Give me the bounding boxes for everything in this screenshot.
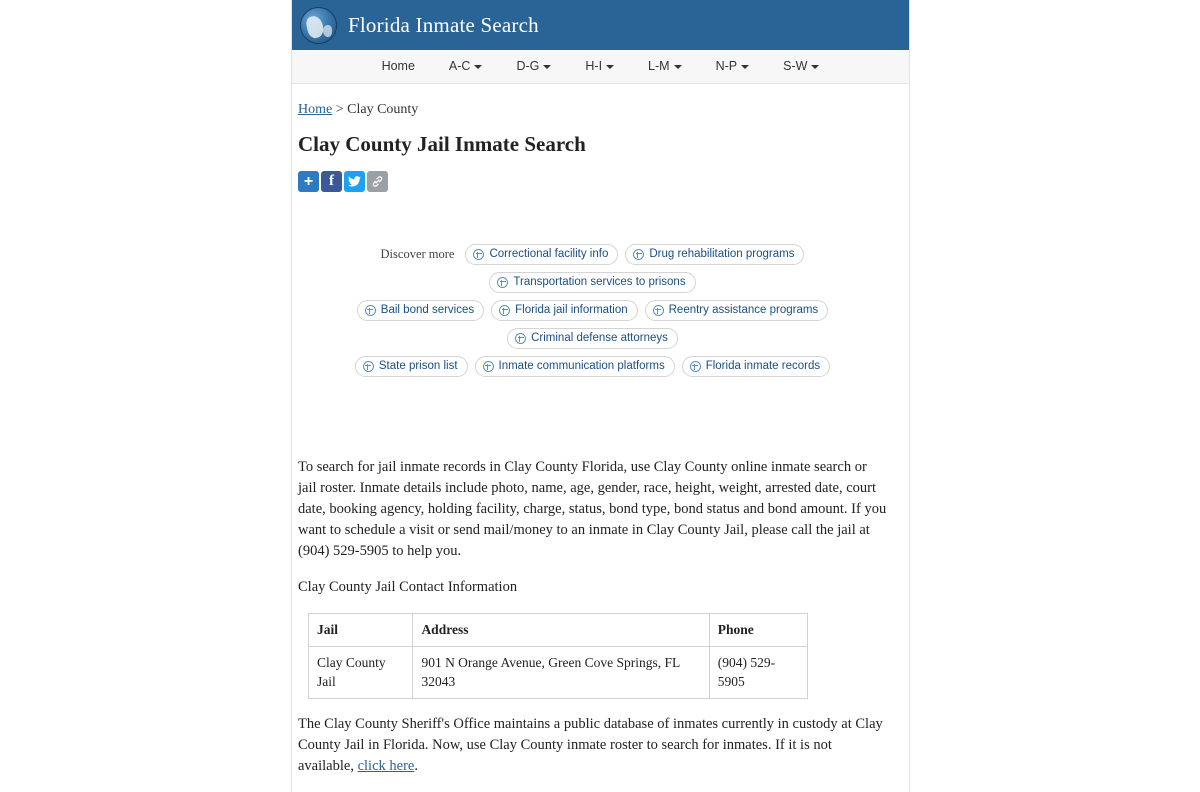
chip-label: Florida jail information [515, 304, 628, 316]
plus-circle-icon [653, 305, 664, 316]
plus-icon: + [303, 172, 314, 190]
facebook-icon: f [329, 173, 334, 189]
discover-chip-reentry-assistance-programs[interactable] [645, 300, 829, 321]
chip-label: Inmate communication platforms [498, 360, 665, 372]
roster-paragraph-text-2: . [414, 757, 418, 774]
breadcrumb-current: Clay County [347, 102, 419, 117]
chip-label: Drug rehabilitation programs [649, 248, 795, 260]
table-row [309, 646, 808, 698]
discover-chip-criminal-defense-attorneys[interactable] [507, 328, 678, 349]
column-header-phone: Phone [709, 614, 807, 647]
breadcrumb-separator: > [332, 102, 348, 117]
plus-circle-icon [365, 305, 376, 316]
chevron-down-icon [811, 65, 819, 69]
column-header-jail: Jail [309, 614, 413, 647]
nav-item-h-i[interactable] [568, 50, 631, 83]
site-title: Florida Inmate Search [348, 12, 539, 37]
discover-row-3 [298, 356, 887, 377]
chip-label: Reentry assistance programs [668, 304, 819, 316]
page-title: Clay County Jail Inmate Search [298, 132, 586, 156]
chevron-down-icon [474, 65, 482, 69]
share-more-button[interactable] [298, 171, 319, 192]
nav-item-label: L-M [648, 59, 670, 73]
article-body [298, 457, 887, 777]
nav-item-s-w[interactable] [766, 50, 836, 83]
plus-circle-icon [499, 305, 510, 316]
nav-item-label: H-I [585, 59, 603, 73]
chip-label: State prison list [378, 360, 458, 372]
chip-label: Bail bond services [380, 304, 475, 316]
nav-item-a-c[interactable] [432, 50, 500, 83]
discover-chip-drug-rehabilitation-programs[interactable] [625, 244, 804, 265]
cell-address: 901 N Orange Avenue, Green Cove Springs, FL 32043 [413, 646, 709, 698]
discover-chip-correctional-facility-info[interactable] [465, 244, 618, 265]
discover-row-1 [298, 244, 887, 293]
breadcrumb [298, 102, 887, 118]
discover-chip-florida-inmate-records[interactable] [682, 356, 830, 377]
nav-item-label: N-P [715, 59, 738, 73]
plus-circle-icon [515, 333, 526, 344]
roster-paragraph [298, 714, 887, 777]
nav-item-l-m[interactable] [631, 50, 699, 83]
nav-item-home[interactable] [365, 50, 432, 83]
chevron-down-icon [606, 65, 614, 69]
plus-circle-icon [633, 249, 644, 260]
share-facebook-button[interactable] [321, 171, 342, 192]
nav-item-label: S-W [783, 59, 808, 73]
table-header-row [309, 614, 808, 647]
click-here-link[interactable]: click here [357, 757, 415, 774]
contact-info-subheading: Clay County Jail Contact Information [298, 579, 518, 596]
share-copy-link-button[interactable] [367, 171, 388, 192]
plus-circle-icon [473, 249, 484, 260]
site-header [292, 0, 909, 50]
chip-label: Correctional facility info [489, 248, 609, 260]
roster-paragraph-text-1: The Clay County Sheriff's Office maintains a public database of inmates currently in custody at Clay County Jail in Florida. Now, use Clay County inmate roster to search for inmates. If it is not available, [298, 715, 883, 774]
chevron-down-icon [674, 65, 682, 69]
plus-circle-icon [690, 361, 701, 372]
nav-item-n-p[interactable] [699, 50, 767, 83]
discover-chip-inmate-communication-platforms[interactable] [475, 356, 675, 377]
main-navigation [292, 50, 909, 84]
chip-label: Transportation services to prisons [513, 276, 686, 288]
discover-chip-state-prison-list[interactable] [355, 356, 468, 377]
globe-logo-icon [300, 7, 337, 44]
link-icon [371, 175, 384, 188]
breadcrumb-home-link[interactable]: Home [298, 102, 333, 117]
chip-label: Florida inmate records [705, 360, 821, 372]
plus-circle-icon [483, 361, 494, 372]
contact-information-table [308, 613, 808, 699]
share-twitter-button[interactable] [344, 171, 365, 192]
discover-chip-bail-bond-services[interactable] [357, 300, 484, 321]
discover-row-2 [298, 300, 887, 349]
discover-more-section [298, 244, 887, 377]
plus-circle-icon [497, 277, 508, 288]
nav-item-label: A-C [448, 59, 471, 73]
chevron-down-icon [543, 65, 551, 69]
chip-label: Criminal defense attorneys [531, 332, 668, 344]
intro-paragraph: To search for jail inmate records in Clay County Florida, use Clay County online inmate search or jail roster. Inmate details include photo, name, age, gender, race, height, weight, arrested date, court date, booking agency, holding facility, charge, status, bond type, bond status and bond amount. If you want to schedule a visit or send mail/money to an inmate in Clay County Jail, please call the jail at (904) 529-5905 to help you. [298, 459, 887, 560]
main-content [292, 84, 909, 777]
share-buttons [298, 171, 887, 192]
nav-item-d-g[interactable] [499, 50, 568, 83]
discover-chip-transportation-services-to-prisons[interactable] [489, 272, 695, 293]
site-container [291, 0, 910, 792]
twitter-icon [348, 176, 361, 187]
plus-circle-icon [363, 361, 374, 372]
column-header-address: Address [413, 614, 709, 647]
cell-jail: Clay County Jail [309, 646, 413, 698]
discover-more-label: Discover more [380, 247, 455, 261]
chevron-down-icon [741, 65, 749, 69]
nav-item-label: D-G [516, 59, 540, 73]
cell-phone: (904) 529-5905 [709, 646, 807, 698]
discover-chip-florida-jail-information[interactable] [491, 300, 638, 321]
nav-item-label: Home [381, 59, 415, 73]
